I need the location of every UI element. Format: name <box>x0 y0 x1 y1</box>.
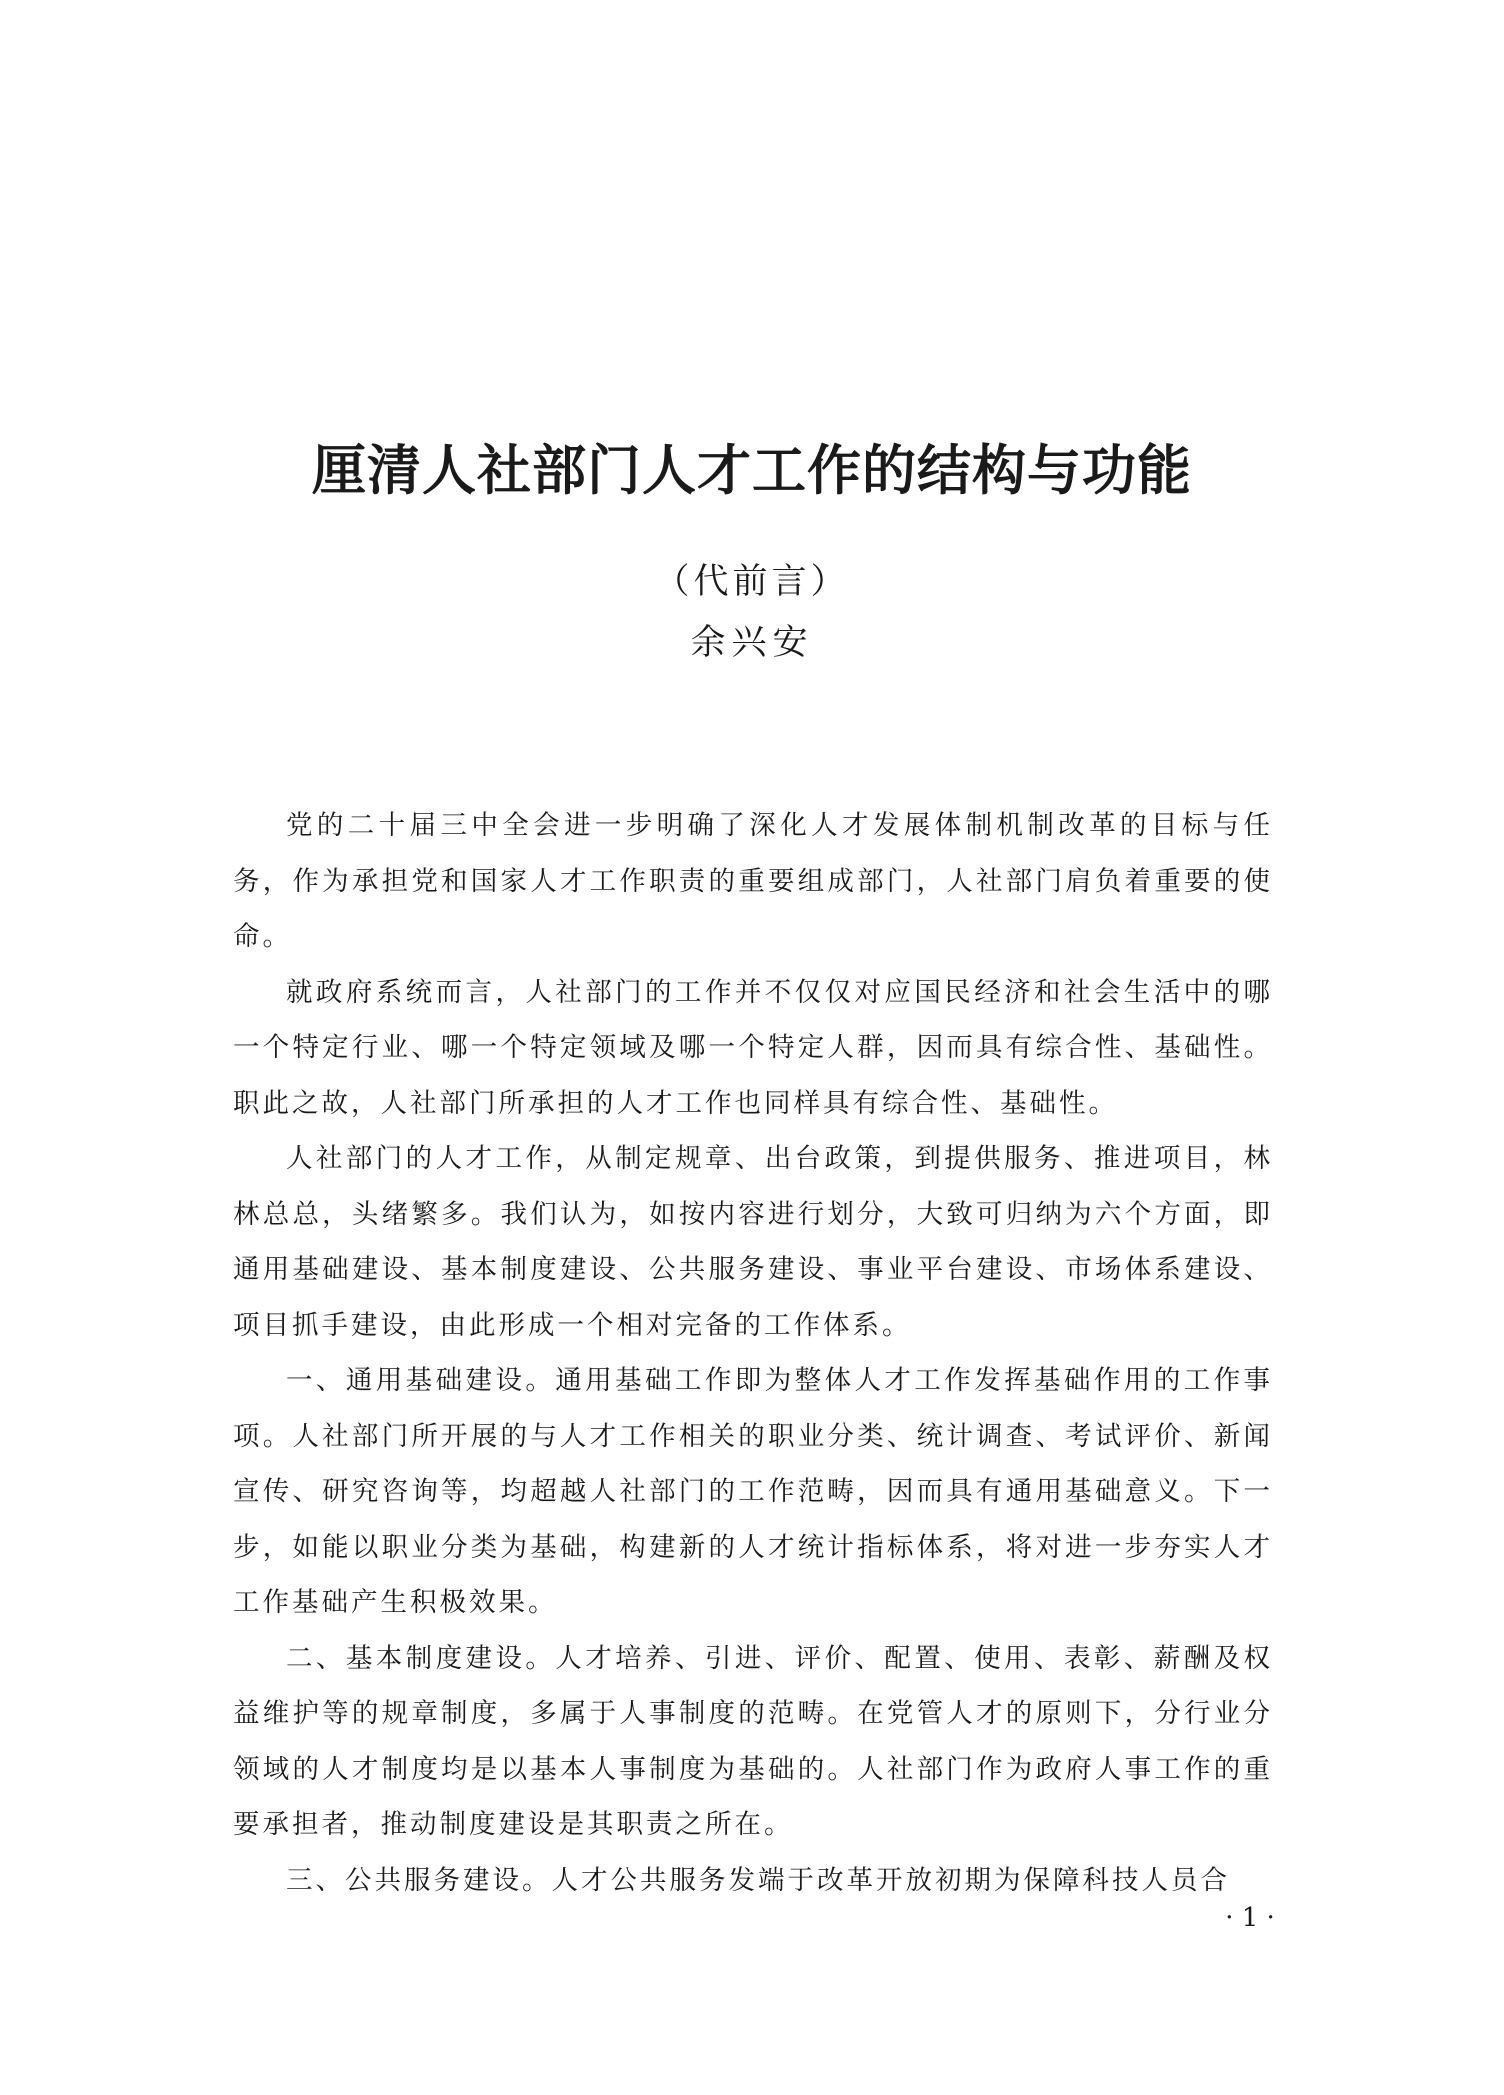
body-text <box>233 798 1273 1908</box>
paragraph: 一、通用基础建设。通用基础工作即为整体人才工作发挥基础作用的工作事项。人社部门所开展的与人才工作相关的职业分类、统计调查、考试评价、新闻宣传、研究咨询等，均超越人社部门的工作范畴，因而具有通用基础意义。下一步，如能以职业分类为基础，构建新的人才统计指标体系，将对进一步夯实人才工作基础产生积极效果。 <box>233 1365 1273 1618</box>
document-title: 厘清人社部门人才工作的结构与功能 <box>312 438 1192 502</box>
paragraph: 二、基本制度建设。人才培养、引进、评价、配置、使用、表彰、薪酬及权益维护等的规章制度，多属于人事制度的范畴。在党管人才的原则下，分行业分领域的人才制度均是以基本人事制度为基础的。人社部门作为政府人事工作的重要承担者，推动制度建设是其职责之所在。 <box>233 1642 1273 1840</box>
document-subtitle: （代前言） <box>654 562 850 602</box>
paragraph: 党的二十届三中全会进一步明确了深化人才发展体制机制改革的目标与任务，作为承担党和国家人才工作职责的重要组成部门，人社部门肩负着重要的使命。 <box>233 810 1273 952</box>
page-number: · 1 · <box>1225 1903 1275 1933</box>
paragraph: 三、公共服务建设。人才公共服务发端于改革开放初期为保障科技人员合 <box>286 1864 1230 1896</box>
document-author: 余兴安 <box>690 623 814 663</box>
paragraph: 人社部门的人才工作，从制定规章、出台政策，到提供服务、推进项目，林林总总，头绪繁多。我们认为，如按内容进行划分，大致可归纳为六个方面，即通用基础建设、基本制度建设、公共服务建设、事业平台建设、市场体系建设、项目抓手建设，由此形成一个相对完备的工作体系。 <box>233 1143 1273 1341</box>
paragraph: 就政府系统而言，人社部门的工作并不仅仅对应国民经济和社会生活中的哪一个特定行业、哪一个特定领域及哪一个特定人群，因而具有综合性、基础性。职此之故，人社部门所承担的人才工作也同样具有综合性、基础性。 <box>233 976 1273 1119</box>
